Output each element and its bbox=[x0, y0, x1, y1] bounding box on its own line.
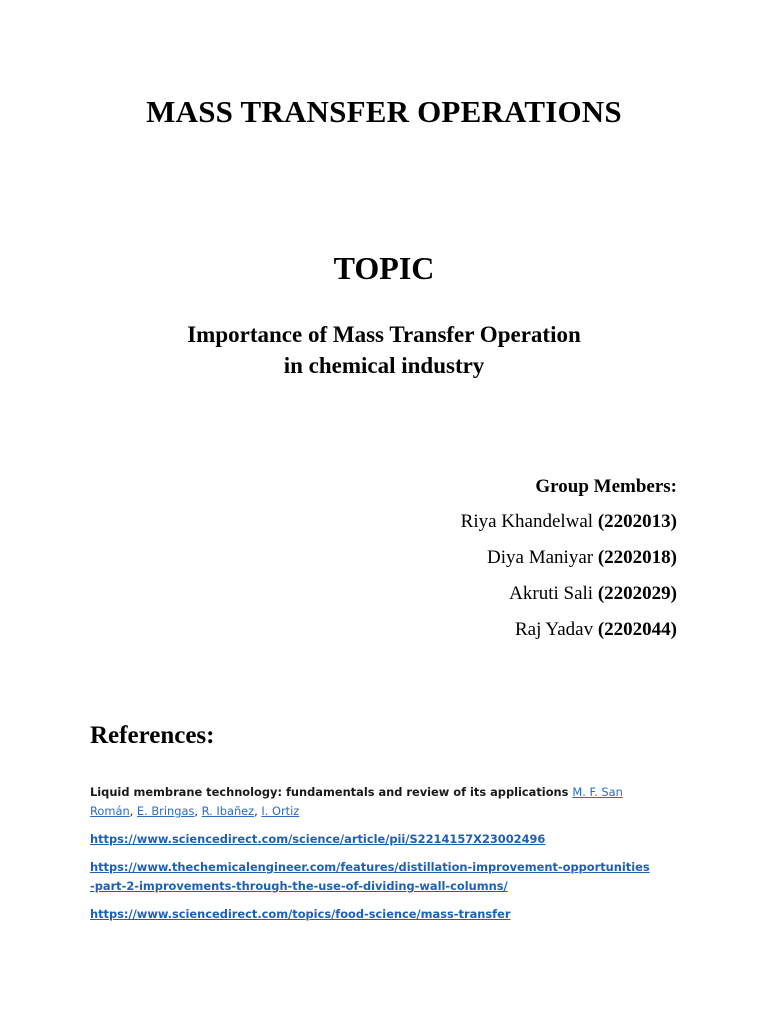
author-separator: , bbox=[129, 804, 137, 818]
member-id: (2202013) bbox=[597, 511, 677, 532]
reference-url-link[interactable]: https://www.sciencedirect.com/topics/food-science/mass-transfer bbox=[90, 907, 511, 921]
group-members-heading: Group Members: bbox=[535, 476, 677, 497]
reference-title: Liquid membrane technology: fundamentals and review of its applications bbox=[90, 785, 573, 799]
member-id: (2202018) bbox=[597, 547, 677, 568]
reference-item bbox=[90, 905, 650, 924]
member-name: Akruti Sali bbox=[509, 583, 598, 604]
topic-title-line-1: Importance of Mass Transfer Operation bbox=[187, 322, 581, 347]
topic-label: TOPIC bbox=[333, 250, 435, 286]
member-row bbox=[461, 509, 677, 545]
references-heading: References: bbox=[90, 722, 215, 749]
author-link[interactable]: R. Ibañez bbox=[201, 804, 255, 818]
author-separator: , bbox=[194, 804, 202, 818]
member-name: Riya Khandelwal bbox=[460, 511, 598, 532]
author-link[interactable]: I. Ortiz bbox=[261, 804, 300, 818]
reference-item bbox=[90, 830, 650, 849]
reference-url-link[interactable]: https://www.thechemicalengineer.com/features/distillation-improvement-opportunities-part-2-improvements-through-the-use-of-dividing-wall-columns/ bbox=[90, 860, 650, 893]
reference-url-link[interactable]: https://www.sciencedirect.com/science/article/pii/S2214157X23002496 bbox=[90, 832, 546, 846]
member-row bbox=[461, 581, 677, 617]
group-members bbox=[461, 474, 677, 653]
member-row bbox=[461, 545, 677, 581]
member-name: Diya Maniyar bbox=[487, 547, 598, 568]
member-id: (2202029) bbox=[597, 583, 677, 604]
author-link[interactable]: M. F. San Román bbox=[90, 785, 623, 818]
references-list bbox=[90, 783, 650, 933]
member-row bbox=[461, 617, 677, 653]
member-id: (2202044) bbox=[597, 619, 677, 640]
author-link[interactable]: E. Bringas bbox=[136, 804, 195, 818]
reference-item bbox=[90, 783, 650, 821]
topic-title-line-2: in chemical industry bbox=[283, 353, 485, 378]
author-separator: , bbox=[254, 804, 262, 818]
reference-item bbox=[90, 858, 650, 896]
topic-title bbox=[0, 319, 768, 381]
member-name: Raj Yadav bbox=[514, 619, 598, 640]
document-title: MASS TRANSFER OPERATIONS bbox=[146, 94, 622, 129]
